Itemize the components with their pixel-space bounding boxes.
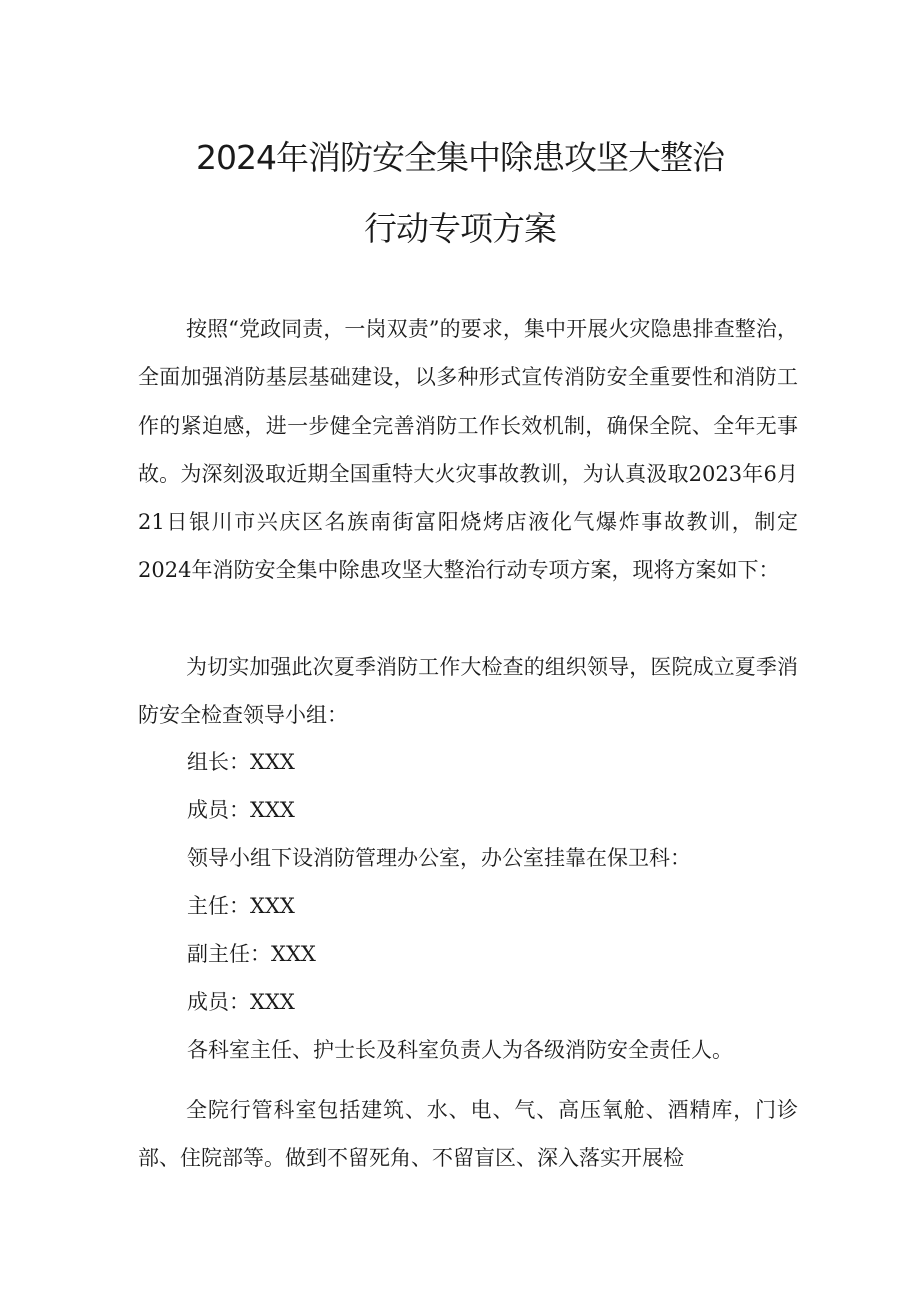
leader-line: 组长：XXX bbox=[187, 750, 295, 774]
intro-paragraph: 按照“党政同责，一岗双责”的要求，集中开展火灾隐患排查整治，全面加强消防基层基础建设，以多种形式宣传消防安全重要性和消防工作的紧迫感，进一步健全完善消防工作长效机制，确保全院、全年无事故。为深刻汲取近期全国重特大火灾事故教训，为认真汲取2023年6月21日银川市兴庆区名族南街富阳烧烤店液化气爆炸事故教训，制定2024年消防安全集中除患攻坚大整治行动专项方案，现将方案如下： bbox=[138, 317, 798, 583]
office-members-line: 成员：XXX bbox=[187, 990, 295, 1014]
document-title-line-2: 行动专项方案 bbox=[364, 209, 556, 248]
members-line: 成员：XXX bbox=[187, 798, 295, 822]
document-title-line-1: 2024年消防安全集中除患攻坚大整治 bbox=[196, 138, 724, 177]
scope-paragraph: 全院行管科室包括建筑、水、电、气、高压氧舱、酒精库，门诊部、住院部等。做到不留死角、不留盲区、深入落实开展检 bbox=[138, 1098, 798, 1171]
organization-paragraph: 为切实加强此次夏季消防工作大检查的组织领导，医院成立夏季消防安全检查领导小组： bbox=[138, 655, 798, 728]
director-line: 主任：XXX bbox=[187, 894, 295, 918]
responsibility-line: 各科室主任、护士长及科室负责人为各级消防安全责任人。 bbox=[187, 1038, 733, 1062]
deputy-director-line: 副主任：XXX bbox=[187, 942, 316, 966]
office-intro-line: 领导小组下设消防管理办公室，办公室挂靠在保卫科： bbox=[187, 846, 691, 870]
